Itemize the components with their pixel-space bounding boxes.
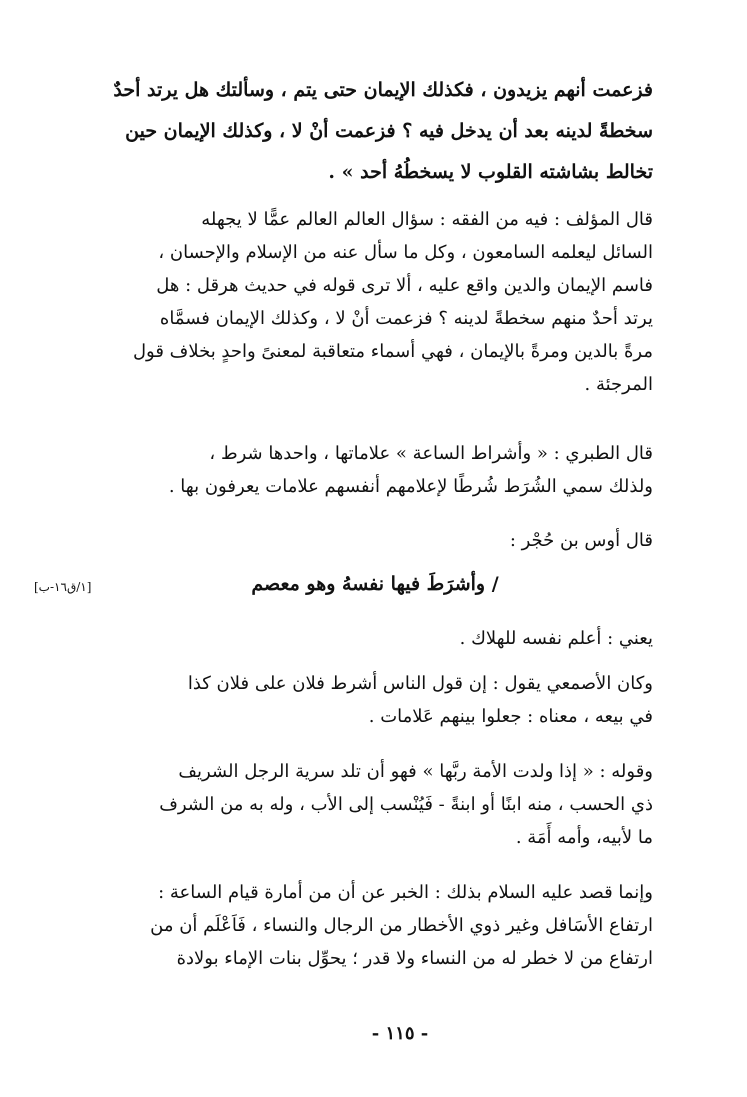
mother-lord-paragraph: [98, 755, 653, 854]
text-line: ارتفاع الأسَافل وغير ذوي الأخطار من الرجال والنساء ، فَاَعْلَم أن من: [150, 915, 653, 936]
asmai-paragraph: [98, 667, 653, 733]
text-line: مرةً بالدين ومرةً بالإيمان ، فهي أسماء متعاقبة لمعنىً واحدٍ بخلاف قول: [132, 341, 653, 362]
text-line: تخالط بشاشته القلوب لا يسخطُهُ أحد » .: [328, 161, 653, 183]
poet-intro-paragraph: [98, 524, 653, 557]
poetry-verse: / وأشرَطَ فيها نفسهُ وهو معصم: [251, 573, 499, 595]
text-line: قال أوس بن حُجْر :: [509, 530, 653, 551]
text-line: وقوله : « إذا ولدت الأمة ربَّها » فهو أن تلد سرية الرجل الشريف: [178, 761, 653, 782]
text-line: المرجئة .: [584, 374, 653, 395]
text-line: في بيعه ، معناه : جعلوا بينهم عَلامات .: [368, 706, 653, 727]
text-line: يرتد أحدٌ منهم سخطةً لدينه ؟ فزعمت أنْ لا ، وكذلك الإيمان فسمَّاه: [159, 308, 653, 329]
text-line: السائل ليعلمه السامعون ، وكل ما سأل عنه من الإسلام والإحسان ،: [158, 242, 653, 263]
text-line: قال الطبري : « وأشراط الساعة » علاماتها ، واحدها شرط ،: [209, 443, 653, 464]
verse-explanation-paragraph: [98, 622, 653, 655]
text-line: فاسم الإيمان والدين واقع عليه ، ألا ترى قوله في حديث هرقل : هل: [156, 275, 653, 296]
text-line: وكان الأصمعي يقول : إن قول الناس أشرط فلان على فلان كذا: [187, 673, 653, 694]
hadith-quote: [98, 70, 653, 193]
text-line: قال المؤلف : فيه من الفقه : سؤال العالم العالم عمًّا لا يجهله: [201, 209, 653, 230]
page-number: - ١١٥ -: [371, 1023, 429, 1044]
author-commentary-paragraph: [98, 203, 653, 401]
text-line: ذي الحسب ، منه ابنًا أو ابنةً - فَيُنْسب إلى الأب ، وله به من الشرف: [159, 794, 653, 815]
text-line: ارتفاع من لا خطر له من النساء ولا قدر ؛ يحوِّل بنات الإماء بولادة: [176, 948, 653, 969]
text-line: سخطةً لدينه بعد أن يدخل فيه ؟ فزعمت أنْ لا ، وكذلك الإيمان حين: [125, 120, 653, 142]
text-line: ولذلك سمي الشُرَط شُرطًا لإعلامهم أنفسهم علامات يعرفون بها .: [168, 476, 653, 497]
text-line: فزعمت أنهم يزيدون ، فكذلك الإيمان حتى يتم ، وسألتك هل يرتد أحدٌ: [113, 79, 653, 101]
text-line: يعني : أعلم نفسه للهلاك .: [459, 628, 653, 649]
manuscript-folio-marker: [١/ق١٦-ب]: [34, 580, 92, 594]
signs-of-hour-paragraph: [98, 876, 653, 975]
text-line: ما لأبيه، وأمه أَمَة .: [515, 827, 653, 848]
tabari-paragraph: [98, 437, 653, 503]
text-line: وإنما قصد عليه السلام بذلك : الخبر عن أن من أمارة قيام الساعة :: [158, 882, 653, 903]
